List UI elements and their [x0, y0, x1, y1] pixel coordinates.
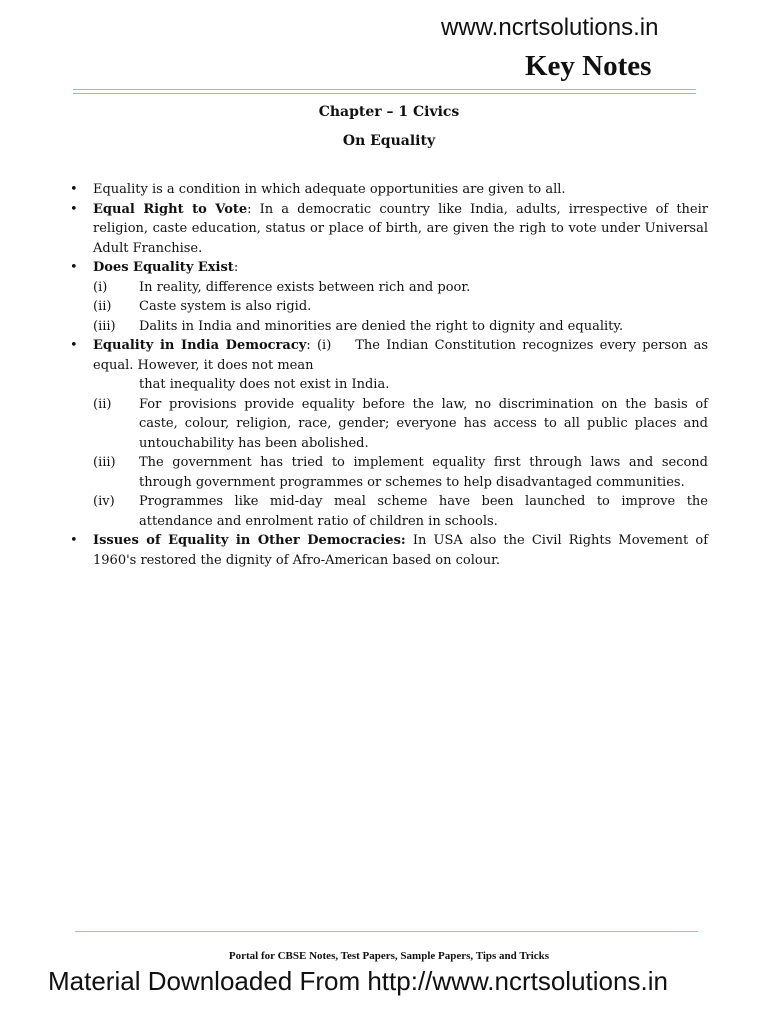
header-divider — [73, 89, 696, 94]
sub-item-text: Caste system is also rigid. — [139, 299, 312, 314]
bullet-point — [68, 180, 708, 200]
notes-body — [68, 180, 708, 570]
sub-item-text: Programmes like mid-day meal scheme have been launched to improve the attendance and enrolment ratio of children in schools. — [139, 494, 708, 529]
sub-item — [68, 395, 708, 454]
sub-item-number: (ii) — [93, 396, 112, 412]
point-text: Equality is a condition in which adequate opportunities are given to all. — [93, 182, 566, 197]
point-lead: : (i) — [306, 338, 332, 353]
point-label: Equal Right to Vote — [93, 201, 248, 217]
sub-item — [68, 492, 708, 531]
bullet-point — [68, 336, 708, 375]
portal-tagline: Portal for CBSE Notes, Test Papers, Sample Papers, Tips and Tricks — [228, 950, 550, 962]
sub-item — [68, 278, 708, 298]
point-text: : — [233, 260, 239, 275]
sub-item-text: The government has tried to implement equality first through laws and second through government programmes or schemes to help disadvantaged communities. — [139, 455, 708, 490]
sub-item — [68, 453, 708, 492]
sub-item-text: In reality, difference exists between rich and poor. — [139, 279, 471, 295]
sub-item — [68, 297, 708, 317]
footer-divider — [75, 931, 698, 932]
topic-heading: On Equality — [342, 133, 436, 149]
sub-item — [68, 317, 708, 337]
bullet-point — [68, 200, 708, 259]
point-label: Does Equality Exist — [93, 260, 234, 275]
sub-item-text: Dalits in India and minorities are denied the right to dignity and equality. — [139, 318, 624, 334]
sub-item-number: (i) — [93, 279, 108, 295]
point-continuation: that inequality does not exist in India. — [139, 377, 390, 392]
sub-item-number: (iii) — [93, 318, 116, 334]
chapter-heading: Chapter – 1 Civics — [318, 104, 460, 120]
point-label: Equality in India Democracy — [93, 338, 307, 353]
point-text: The Indian Constitution recognizes every person as equal. However, it does not mean — [93, 338, 708, 373]
point-text: : In a democratic country like India, adults, irrespective of their religion, caste education, status or place of birth, are given the righ to vote under Universal Adult Franchise. — [93, 201, 708, 256]
sub-item-text: For provisions provide equality before the law, no discrimination on the basis of caste, colour, religion, race, gender; everyone has access to all public places and untouchability has been abolished. — [139, 396, 708, 451]
site-url: www.ncrtsolutions.in — [441, 14, 659, 41]
sub-item-number: (iii) — [93, 455, 116, 470]
page-title: Key Notes — [525, 50, 652, 82]
sub-item-number: (ii) — [93, 299, 112, 314]
bullet-point — [68, 258, 708, 278]
bullet-point — [68, 531, 708, 570]
download-source-note: Material Downloaded From http://www.ncrtsolutions.in — [48, 966, 668, 996]
sub-item-number: (iv) — [93, 494, 115, 509]
point-text: In USA also the Civil Rights Movement of 1960's restored the dignity of Afro-American based on colour. — [93, 533, 709, 568]
point-label: Issues of Equality in Other Democracies: — [93, 533, 406, 548]
